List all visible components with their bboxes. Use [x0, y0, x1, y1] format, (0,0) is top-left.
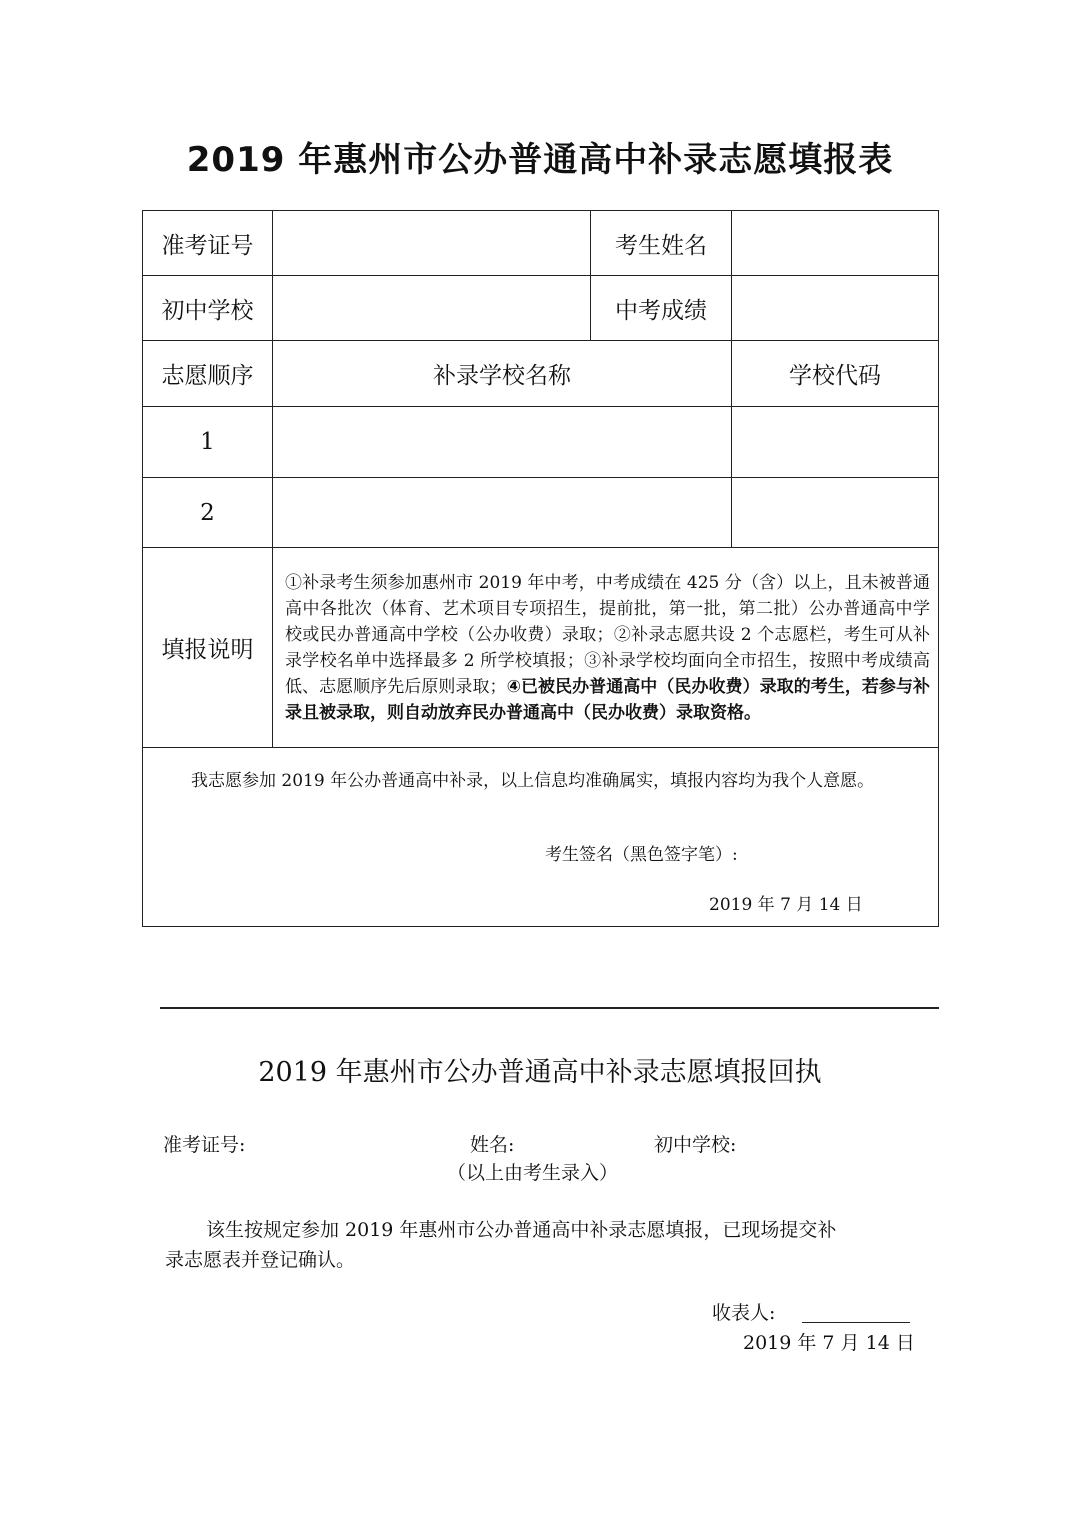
receipt-junior-school-label: 初中学校:	[654, 1134, 737, 1156]
school-name-header: 补录学校名称	[273, 341, 732, 407]
form-date: 2019 年 7 月 14 日	[709, 895, 863, 915]
form-title: 2019 年惠州市公办普通高中补录志愿填报表	[186, 140, 894, 180]
notes-normal: ①补录考生须参加惠州市 2019 年中考，中考成绩在 425 分（含）以上，且未被普通高中各批次（体育、艺术项目专项招生，提前批，第一批，第二批）公办普通高中学校或民办普通高中学校（公办收费）录取；②补录志愿共设 2 个志愿栏，考生可从补录学校名单中选择最多 2 所学校填报；③补录学校均面向全市招生，按照中考成绩高低、志愿顺序先后原则录取；	[285, 572, 930, 697]
exam-no-field[interactable]	[273, 211, 591, 276]
receipt-title: 2019 年惠州市公办普通高中补录志愿填报回执	[258, 1057, 822, 1088]
junior-school-field[interactable]	[273, 276, 591, 341]
receipt-note: （以上由考生录入）	[447, 1162, 619, 1184]
student-name-label: 考生姓名	[591, 211, 732, 276]
school-name-field[interactable]	[273, 407, 732, 478]
order-number: 1	[143, 407, 273, 478]
pledge-section	[143, 748, 939, 927]
signature-label: 考生签名（黑色签字笔）:	[545, 845, 738, 865]
order-number: 2	[143, 478, 273, 548]
pledge-text: 我志愿参加 2019 年公办普通高中补录，以上信息均准确属实，填报内容均为我个人意愿。	[191, 771, 875, 791]
exam-no-label: 准考证号	[143, 211, 273, 276]
receipt-name-label: 姓名:	[470, 1134, 515, 1156]
school-code-field[interactable]	[732, 478, 939, 548]
collector-label: 收表人:	[712, 1302, 776, 1324]
notes-label: 填报说明	[143, 548, 273, 748]
collector-signature-line[interactable]	[802, 1322, 910, 1323]
table-row	[143, 407, 939, 478]
receipt-exam-no-label: 准考证号:	[163, 1134, 246, 1156]
exam-score-field[interactable]	[732, 276, 939, 341]
cut-line	[160, 1007, 939, 1009]
junior-school-label: 初中学校	[143, 276, 273, 341]
order-header: 志愿顺序	[143, 341, 273, 407]
notes-text	[273, 548, 939, 748]
school-code-header: 学校代码	[732, 341, 939, 407]
application-form-table	[142, 210, 939, 927]
student-name-field[interactable]	[732, 211, 939, 276]
table-row	[143, 478, 939, 548]
school-name-field[interactable]	[273, 478, 732, 548]
school-code-field[interactable]	[732, 407, 939, 478]
receipt-body-line1: 该生按规定参加 2019 年惠州市公办普通高中补录志愿填报，已现场提交补	[206, 1219, 837, 1241]
exam-score-label: 中考成绩	[591, 276, 732, 341]
receipt-body-line2: 录志愿表并登记确认。	[165, 1249, 356, 1271]
receipt-date: 2019 年 7 月 14 日	[743, 1332, 915, 1354]
notes-bold: ④已被民办普通高中（民办收费）录取的考生，若参与补录且被录取，则自动放弃民办普通高中（民办收费）录取资格。	[285, 676, 931, 723]
